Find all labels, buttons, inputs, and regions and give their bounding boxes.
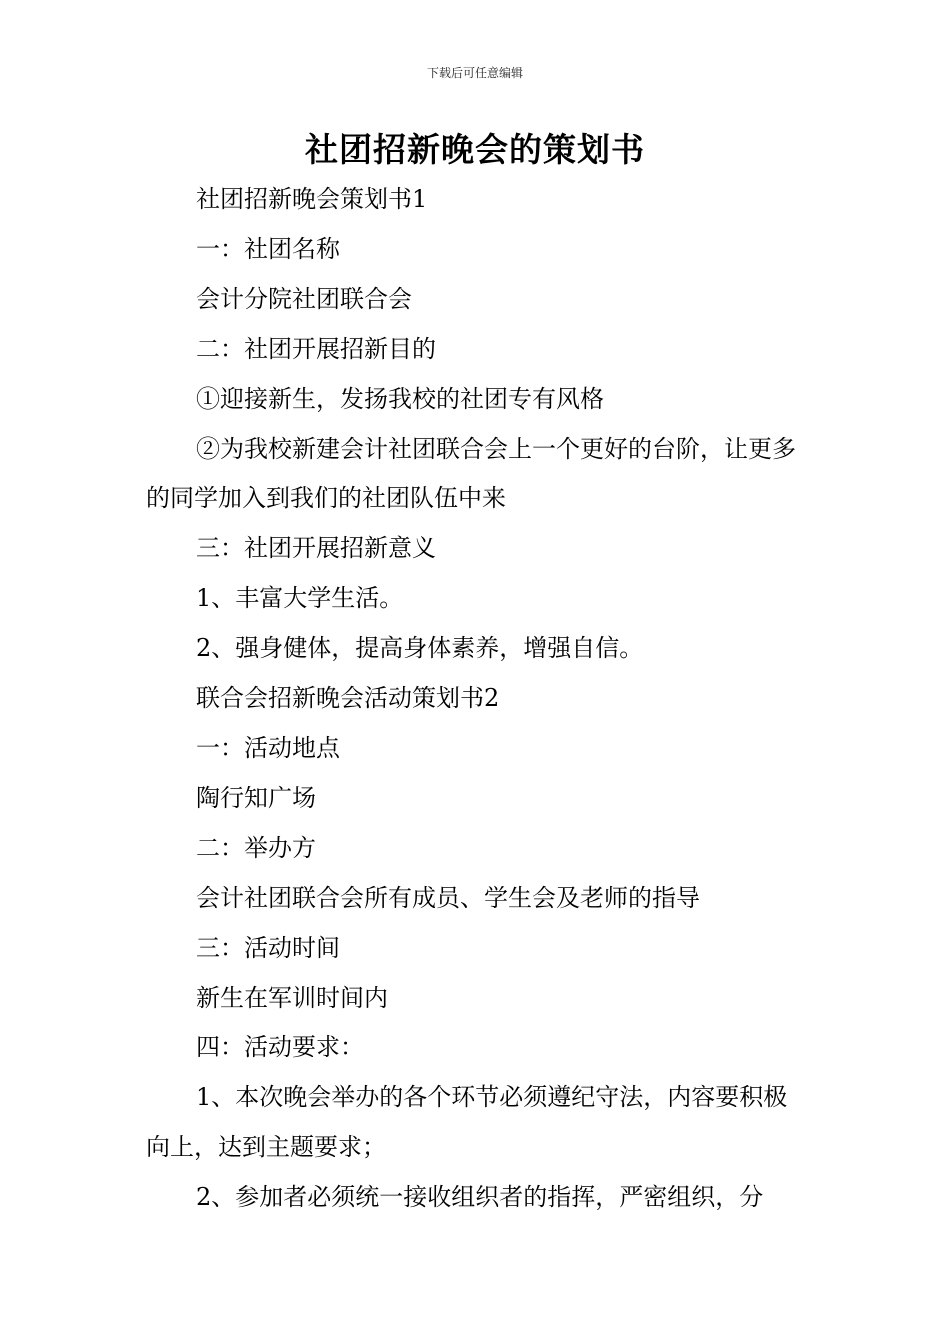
section-heading: 三：活动时间 [196, 933, 340, 962]
paragraph: 陶行知广场 [196, 783, 316, 812]
list-item: ①迎接新生，发扬我校的社团专有风格 [196, 384, 604, 413]
list-item: 2、强身健体，提高身体素养，增强自信。 [196, 634, 644, 663]
list-item: 1、本次晚会举办的各个环节必须遵纪守法，内容要积极向上，达到主题要求； [146, 1083, 788, 1162]
section-heading: 四：活动要求： [196, 1033, 364, 1062]
list-item: 2、参加者必须统一接收组织者的指挥，严密组织，分 [196, 1183, 764, 1212]
section-heading: 一：社团名称 [196, 234, 340, 263]
section-heading: 三：社团开展招新意义 [196, 534, 436, 563]
header-note: 下载后可任意编辑 [426, 66, 523, 80]
list-item: 1、丰富大学生活。 [196, 584, 404, 613]
list-item: ②为我校新建会计社团联合会上一个更好的台阶，让更多的同学加入到我们的社团队伍中来 [146, 434, 796, 513]
paragraph: 新生在军训时间内 [196, 983, 388, 1012]
section-heading: 二：举办方 [196, 833, 316, 862]
paragraph: 会计分院社团联合会 [196, 284, 412, 313]
paragraph: 会计社团联合会所有成员、学生会及老师的指导 [196, 883, 700, 912]
section-heading: 一：活动地点 [196, 733, 340, 762]
paragraph: 联合会招新晚会活动策划书2 [196, 684, 500, 713]
document-title: 社团招新晚会的策划书 [305, 130, 645, 169]
paragraph: 社团招新晚会策划书1 [196, 185, 428, 213]
section-heading: 二：社团开展招新目的 [196, 334, 436, 363]
document-body [146, 175, 808, 1223]
